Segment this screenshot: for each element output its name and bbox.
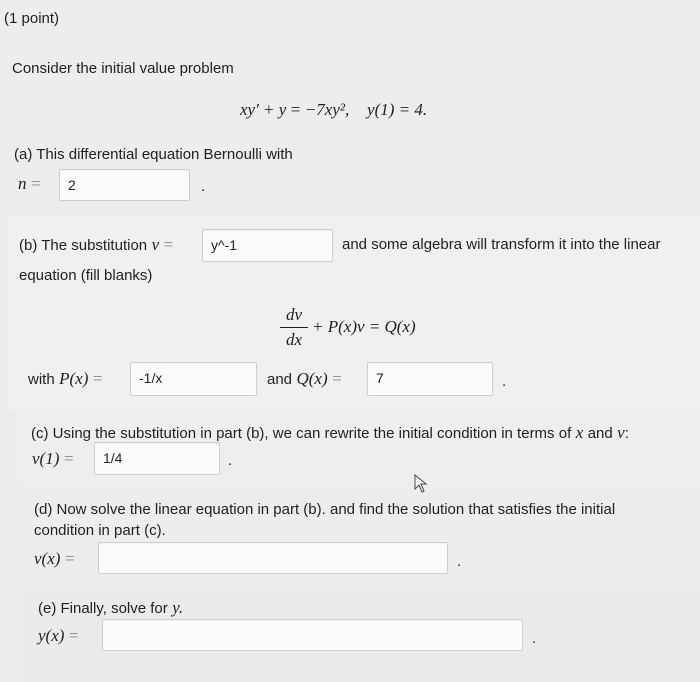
p-label: P(x) (59, 369, 89, 388)
n-input[interactable]: 2 (59, 169, 190, 201)
v-equals: = (163, 235, 174, 254)
frac-denominator: dx (285, 330, 303, 349)
p-label-group (28, 369, 102, 389)
p-input[interactable]: -1/x (130, 362, 257, 396)
p-equals: = (92, 369, 103, 388)
part-a-dot: . (201, 178, 206, 195)
n-variable: n (18, 174, 27, 193)
part-d-text2: condition in part (c). (34, 522, 166, 539)
v1-input[interactable]: 1/4 (94, 442, 220, 475)
v1-label-group (32, 449, 73, 469)
part-c-line1 (31, 423, 629, 443)
n-equals: = (30, 174, 41, 193)
part-b-text3: equation (fill blanks) (19, 267, 153, 284)
vx-label-group (34, 549, 74, 569)
yx-label: y(x) (38, 626, 65, 645)
part-c-colon: : (624, 425, 629, 442)
intro-text: Consider the initial value problem (12, 60, 234, 77)
part-c-text: (c) Using the substitution in part (b), we can rewrite the initial condition in terms of (31, 425, 572, 442)
part-b-text2: and some algebra will transform it into the linear (342, 236, 661, 253)
points-label: (1 point) (4, 10, 60, 27)
part-b-dot: . (502, 373, 507, 390)
q-equals: = (332, 369, 342, 388)
dv-dx-fraction (280, 305, 308, 350)
ivp-rhs: −7xy², (304, 100, 350, 119)
part-d-text1: (d) Now solve the linear equation in part (b). and find the solution that satisfies the initial (34, 501, 616, 518)
part-e-line (38, 598, 183, 618)
yx-input[interactable] (102, 619, 523, 651)
part-e-text: (e) Finally, solve for (38, 600, 168, 617)
vx-equals: = (64, 549, 75, 568)
v1-equals: = (63, 449, 74, 468)
part-a-text: (a) This differential equation Bernoulli with (14, 146, 293, 163)
and-text: and (267, 371, 293, 388)
v1-label: v(1) (32, 449, 60, 468)
substitution-input[interactable]: y^-1 (202, 229, 333, 262)
part-c-dot: . (228, 452, 233, 469)
part-e-dot: . (532, 630, 537, 647)
yx-equals: = (68, 626, 79, 645)
ivp-lhs: xy′ + y (240, 100, 287, 119)
yx-label-group (38, 626, 78, 646)
part-a-n-label (18, 174, 41, 194)
q-input[interactable]: 7 (367, 362, 493, 396)
vx-label: v(x) (34, 549, 61, 568)
linear-equation-rest: + P(x)v = Q(x) (312, 317, 416, 336)
part-d-dot: . (457, 553, 462, 570)
y-variable: y. (172, 598, 184, 617)
ivp-equation (240, 100, 427, 120)
v-variable-c: v (617, 423, 625, 442)
v-variable: v (151, 235, 160, 254)
frac-numerator: dv (285, 305, 303, 324)
q-label: Q(x) (296, 369, 328, 388)
with-text: with (28, 371, 55, 388)
part-c-and: and (587, 425, 613, 442)
x-variable: x (575, 423, 584, 442)
part-b-line1 (19, 235, 173, 255)
q-label-group (267, 369, 342, 389)
vx-input[interactable] (98, 542, 448, 574)
fraction-bar (280, 327, 308, 328)
ivp-equals: = (290, 100, 301, 119)
part-b-text1: (b) The substitution (19, 237, 148, 254)
mouse-cursor-icon (414, 474, 430, 499)
ivp-condition: y(1) = 4. (367, 100, 428, 119)
